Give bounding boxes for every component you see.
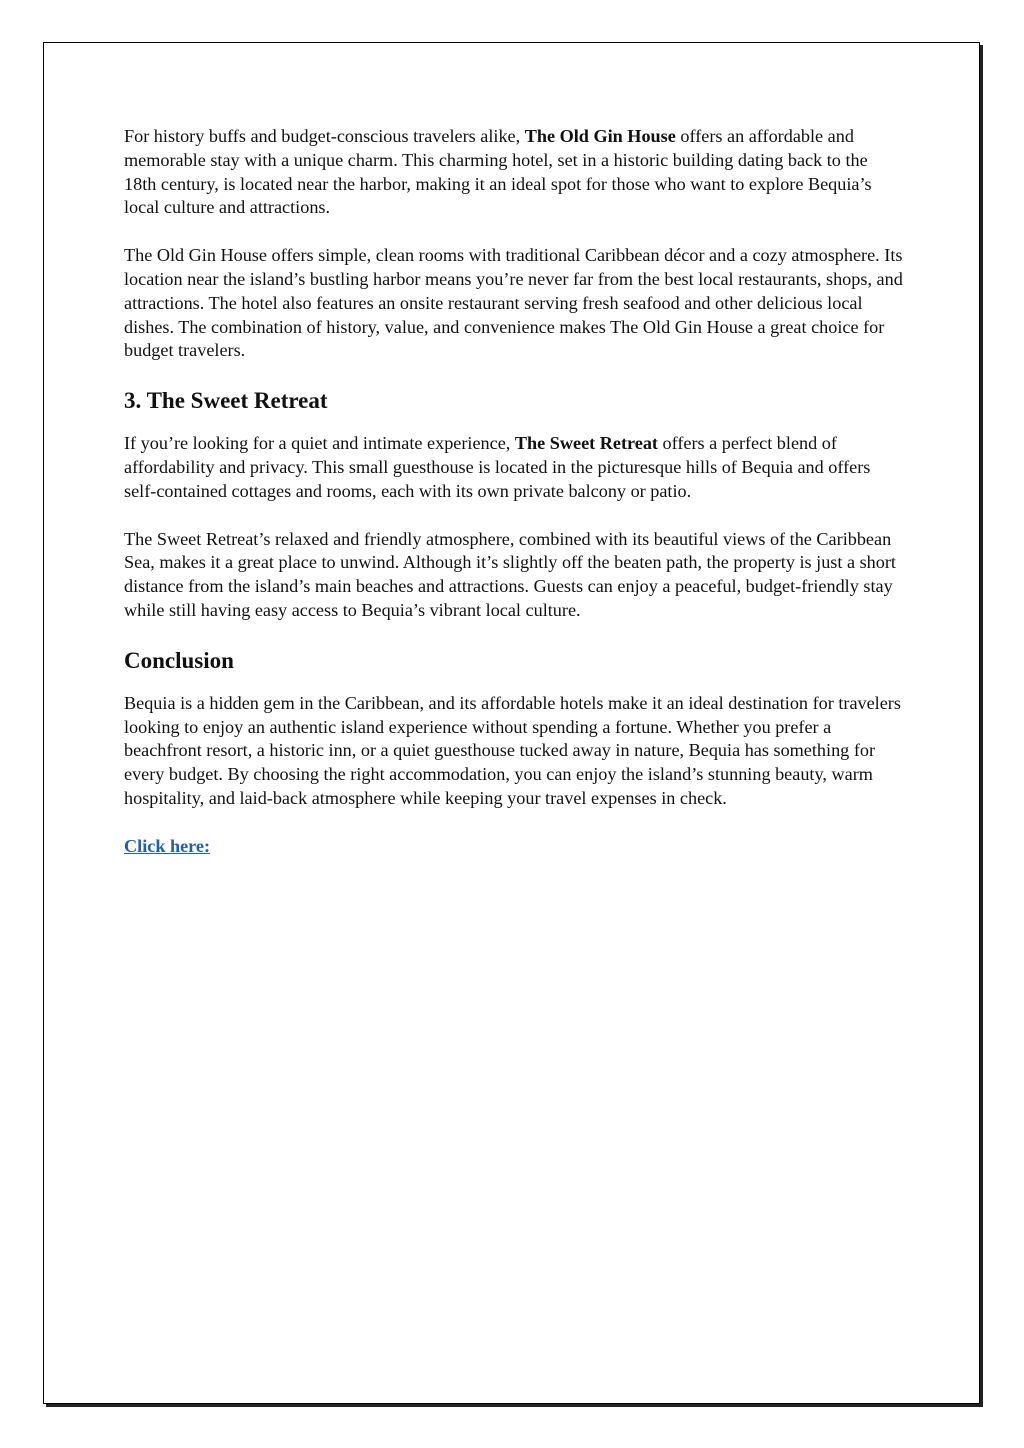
click-here-link[interactable]: Click here: [124,835,211,856]
hotel-name-sweet-retreat: The Sweet Retreat [514,433,658,454]
hotel-name-old-gin-house: The Old Gin House [524,126,676,146]
paragraph-text: For history buffs and budget-conscious travelers alike, [124,126,525,146]
document-page [43,42,980,1404]
paragraph-text: offers an affordable and memorable stay with a unique charm. This charming hotel, set in a historic building dating back to the 18th century, is located near the harbor, making it an ideal spot for those who want to explore Bequia’s local culture and attractions. [124,126,872,218]
link-paragraph [124,835,904,859]
section-heading-sweet-retreat: 3. The Sweet Retreat [124,388,328,414]
paragraph-text: If you’re looking for a quiet and intimate experience, [124,433,515,454]
paragraph-sweet-retreat-intro [124,432,904,503]
paragraph-old-gin-house-intro [124,125,904,220]
paragraph-old-gin-house-details: The Old Gin House offers simple, clean rooms with traditional Caribbean décor and a cozy atmosphere. Its location near the island’s bustling harbor means you’re never far from the best local restaurants, shops, and attractions. The hotel also features an onsite restaurant serving fresh seafood and other delicious local dishes. The combination of history, value, and convenience makes The Old Gin House a great choice for budget travelers. [124,245,903,361]
document-body [124,125,904,883]
paragraph-sweet-retreat-details: The Sweet Retreat’s relaxed and friendly atmosphere, combined with its beautiful views of the Caribbean Sea, makes it a great place to unwind. Although it’s slightly off the beaten path, the property is just a short distance from the island’s main beaches and attractions. Guests can enjoy a peaceful, budget-friendly stay while still having easy access to Bequia’s vibrant local culture. [124,528,896,620]
section-heading-conclusion: Conclusion [124,647,234,673]
paragraph-text: offers a perfect blend of affordability and privacy. This small guesthouse is located in the picturesque hills of Bequia and offers self-contained cottages and rooms, each with its own private balcony or patio. [124,433,871,501]
paragraph-conclusion: Bequia is a hidden gem in the Caribbean, and its affordable hotels make it an ideal destination for travelers looking to enjoy an authentic island experience without spending a fortune. Whether you prefer a beachfront resort, a historic inn, or a quiet guesthouse tucked away in nature, Bequia has something for every budget. By choosing the right accommodation, you can enjoy the island’s stunning beauty, warm hospitality, and laid-back atmosphere while keeping your travel expenses in check. [124,692,901,808]
